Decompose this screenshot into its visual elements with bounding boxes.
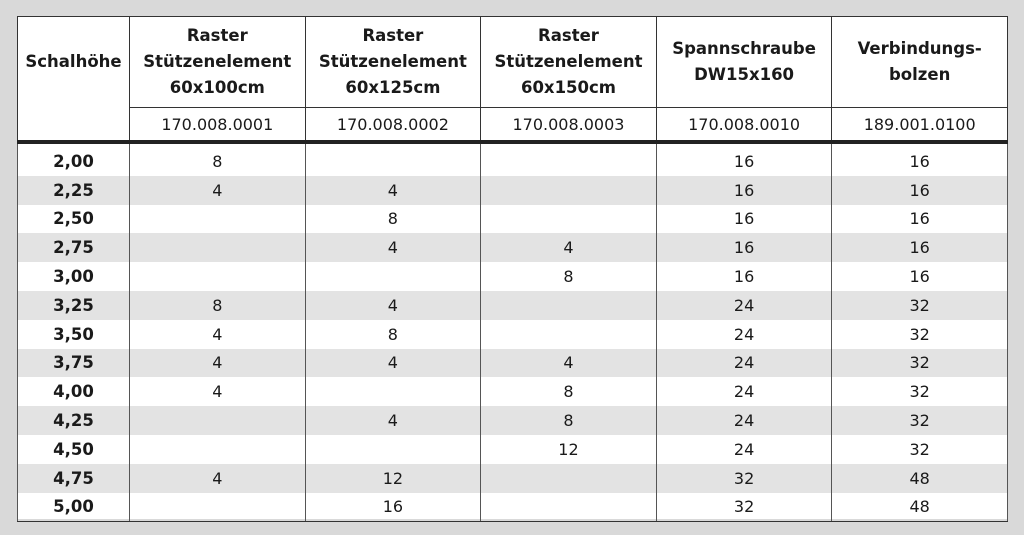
- table-row: [18, 320, 1008, 349]
- quantity-cell: 32: [832, 291, 1008, 320]
- header-label-line: Stützenelement: [318, 52, 467, 71]
- quantity-cell: 8: [481, 262, 657, 291]
- header-column: [305, 17, 481, 108]
- quantity-cell: 4: [305, 176, 481, 205]
- header-label-line: Raster: [186, 26, 248, 45]
- quantity-cell: [481, 205, 657, 234]
- quantity-cell: 16: [832, 176, 1008, 205]
- quantity-cell: 32: [832, 435, 1008, 464]
- row-height-cell: 3,75: [18, 349, 130, 378]
- table-frame: [17, 16, 1007, 519]
- quantity-cell: [130, 205, 306, 234]
- row-height-cell: 4,25: [18, 406, 130, 435]
- header-label-line: Spannschraube: [672, 39, 816, 58]
- row-height-cell: 3,00: [18, 262, 130, 291]
- quantity-cell: 4: [130, 320, 306, 349]
- table-body: [18, 142, 1008, 522]
- header-label-line: DW15x160: [694, 65, 795, 84]
- quantity-cell: [481, 291, 657, 320]
- header-label-line: Raster: [362, 26, 424, 45]
- article-number-blank: [18, 108, 130, 143]
- row-height-cell: 5,00: [18, 493, 130, 522]
- quantity-cell: 16: [656, 233, 832, 262]
- quantity-cell: 12: [305, 464, 481, 493]
- header-column: [832, 17, 1008, 108]
- quantity-cell: 4: [130, 464, 306, 493]
- table-row: [18, 349, 1008, 378]
- header-schalhoehe: Schalhöhe: [18, 17, 130, 108]
- quantity-cell: 4: [305, 233, 481, 262]
- quantity-cell: 16: [305, 493, 481, 522]
- header-label-line: 60x125cm: [345, 78, 441, 97]
- row-height-cell: 3,50: [18, 320, 130, 349]
- quantity-cell: [305, 435, 481, 464]
- quantity-cell: 16: [832, 262, 1008, 291]
- row-height-cell: 4,50: [18, 435, 130, 464]
- table-row: [18, 147, 1008, 176]
- quantity-cell: 24: [656, 377, 832, 406]
- quantity-cell: 24: [656, 291, 832, 320]
- quantity-cell: 48: [832, 464, 1008, 493]
- quantity-cell: 4: [481, 233, 657, 262]
- quantity-cell: 4: [130, 377, 306, 406]
- quantity-cell: [481, 464, 657, 493]
- row-height-cell: 2,75: [18, 233, 130, 262]
- quantity-cell: 4: [305, 406, 481, 435]
- quantity-cell: 8: [305, 205, 481, 234]
- quantity-cell: [130, 406, 306, 435]
- quantity-cell: 16: [656, 205, 832, 234]
- quantity-cell: 12: [481, 435, 657, 464]
- quantity-cell: 16: [832, 205, 1008, 234]
- quantity-cell: [130, 493, 306, 522]
- quantity-cell: 32: [656, 464, 832, 493]
- quantity-cell: 16: [832, 233, 1008, 262]
- quantity-cell: 8: [305, 320, 481, 349]
- table-row: [18, 464, 1008, 493]
- quantity-cell: 8: [130, 147, 306, 176]
- header-label-line: Verbindungs-: [857, 39, 982, 58]
- quantity-cell: 32: [832, 406, 1008, 435]
- table-row: [18, 205, 1008, 234]
- quantity-cell: 24: [656, 320, 832, 349]
- quantity-cell: [305, 147, 481, 176]
- header-label-line: 60x100cm: [169, 78, 265, 97]
- header-column: [656, 17, 832, 108]
- quantity-cell: 32: [832, 377, 1008, 406]
- row-height-cell: 4,75: [18, 464, 130, 493]
- header-label-line: Stützenelement: [494, 52, 643, 71]
- quantity-cell: [305, 262, 481, 291]
- quantity-cell: 24: [656, 349, 832, 378]
- quantity-cell: 24: [656, 406, 832, 435]
- article-number: 189.001.0100: [832, 108, 1008, 143]
- article-number: 170.008.0001: [130, 108, 306, 143]
- article-number: 170.008.0003: [481, 108, 657, 143]
- quantity-cell: 8: [481, 377, 657, 406]
- header-label-line: 60x150cm: [520, 78, 616, 97]
- header-label-line: Raster: [538, 26, 599, 45]
- quantity-cell: 4: [130, 349, 306, 378]
- table-row: [18, 262, 1008, 291]
- quantity-cell: 8: [481, 406, 657, 435]
- row-height-cell: 2,25: [18, 176, 130, 205]
- table-row: [18, 176, 1008, 205]
- quantity-cell: [481, 493, 657, 522]
- table-row: [18, 435, 1008, 464]
- quantity-cell: [305, 377, 481, 406]
- quantity-cell: 16: [656, 176, 832, 205]
- quantity-cell: 16: [656, 262, 832, 291]
- quantity-cell: 32: [656, 493, 832, 522]
- quantity-cell: 4: [305, 291, 481, 320]
- quantity-cell: [481, 147, 657, 176]
- formwork-quantity-table: [17, 16, 1008, 522]
- quantity-cell: 48: [832, 493, 1008, 522]
- table-row: [18, 406, 1008, 435]
- header-column: [481, 17, 657, 108]
- header-label-line: Stützenelement: [143, 52, 292, 71]
- header-column: [130, 17, 306, 108]
- quantity-cell: 16: [832, 147, 1008, 176]
- row-height-cell: 4,00: [18, 377, 130, 406]
- table-row: [18, 291, 1008, 320]
- table-row: [18, 493, 1008, 522]
- row-height-cell: 3,25: [18, 291, 130, 320]
- quantity-cell: [130, 262, 306, 291]
- table-row: [18, 233, 1008, 262]
- quantity-cell: [481, 320, 657, 349]
- quantity-cell: 24: [656, 435, 832, 464]
- header-label-line: bolzen: [889, 65, 951, 84]
- quantity-cell: 4: [481, 349, 657, 378]
- quantity-cell: 32: [832, 349, 1008, 378]
- header-row: [18, 17, 1008, 108]
- quantity-cell: [130, 233, 306, 262]
- quantity-cell: [130, 435, 306, 464]
- article-number: 170.008.0002: [305, 108, 481, 143]
- article-number: 170.008.0010: [656, 108, 832, 143]
- row-height-cell: 2,50: [18, 205, 130, 234]
- quantity-cell: [481, 176, 657, 205]
- quantity-cell: 4: [305, 349, 481, 378]
- row-height-cell: 2,00: [18, 147, 130, 176]
- quantity-cell: 4: [130, 176, 306, 205]
- quantity-cell: 8: [130, 291, 306, 320]
- quantity-cell: 16: [656, 147, 832, 176]
- table-row: [18, 377, 1008, 406]
- quantity-cell: 32: [832, 320, 1008, 349]
- article-number-row: [18, 108, 1008, 143]
